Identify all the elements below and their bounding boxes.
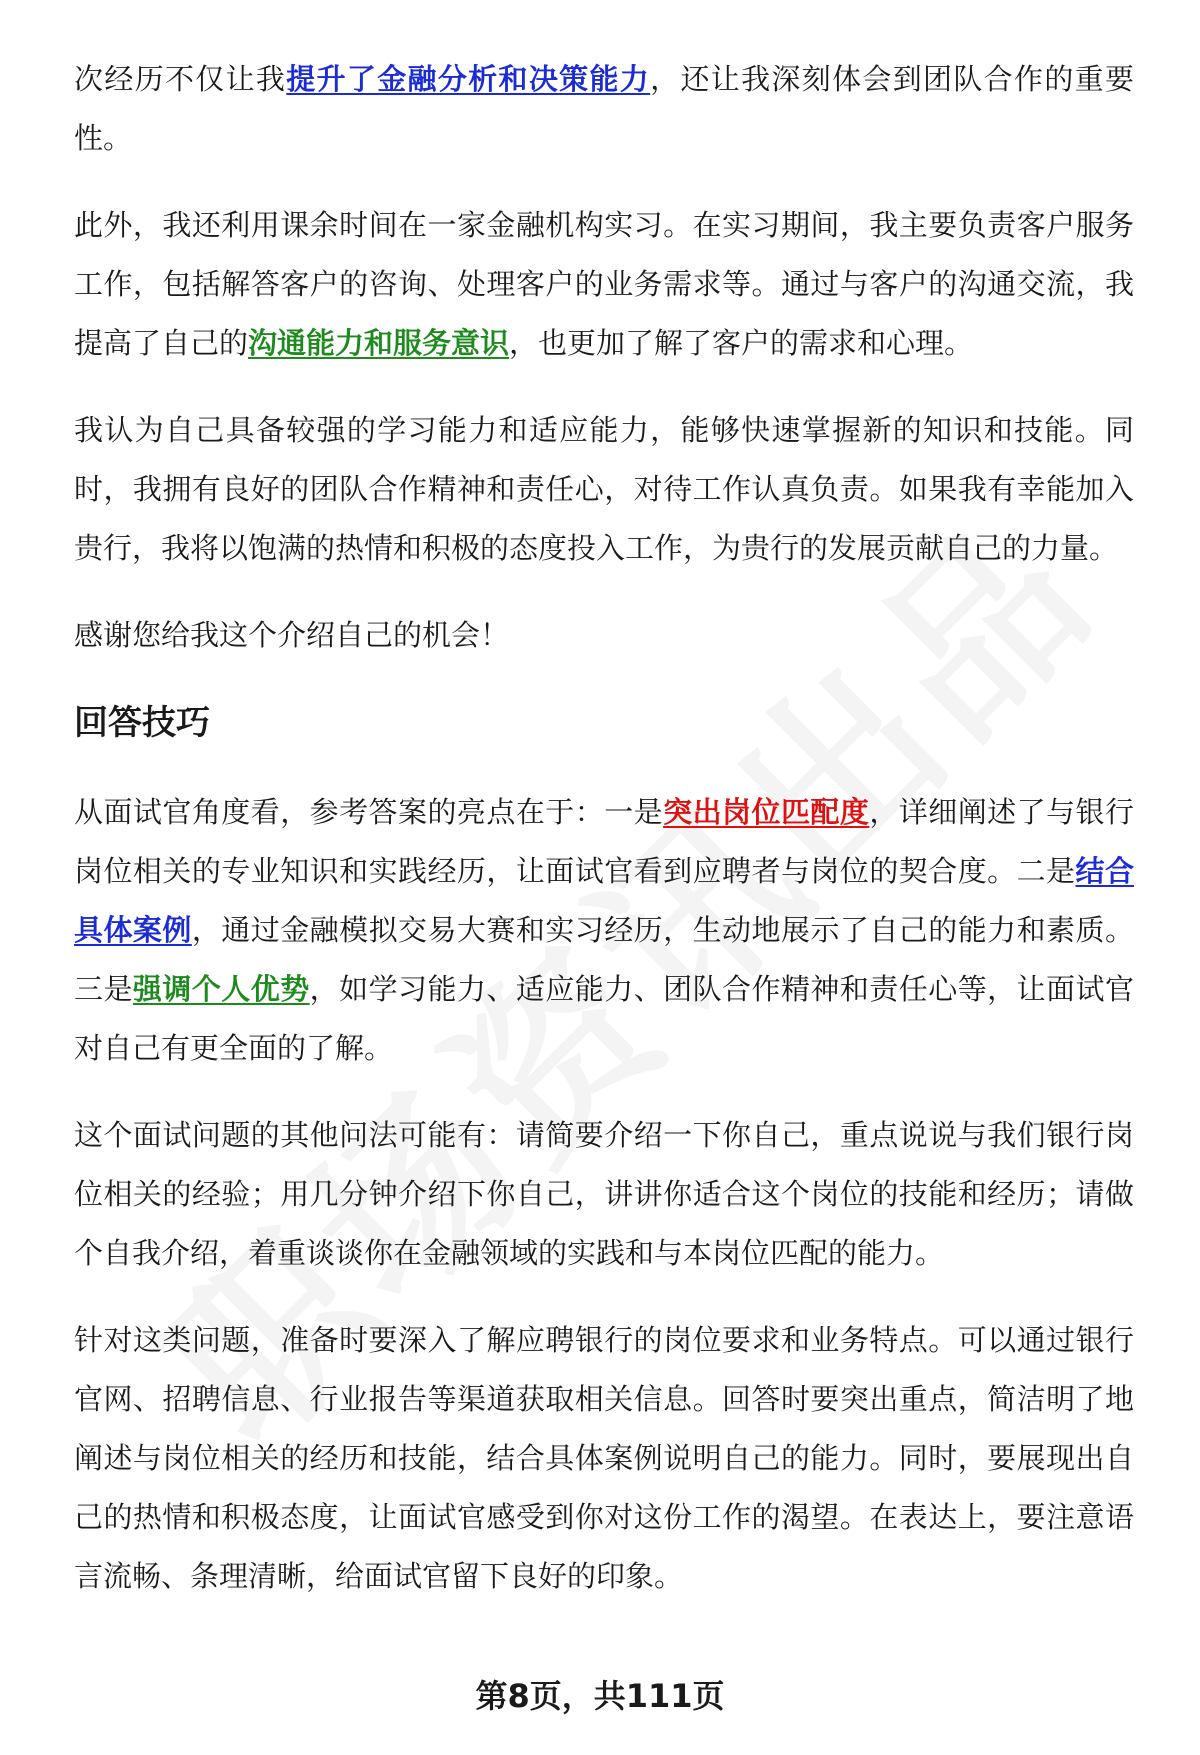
paragraph-text: 次经历不仅让我 xyxy=(74,62,287,96)
paragraph xyxy=(74,1106,1134,1283)
highlight-text: 沟通能力和服务意识 xyxy=(248,326,510,360)
highlight-text: 突出岗位匹配度 xyxy=(663,795,870,829)
paragraph xyxy=(74,196,1134,373)
paragraph-text: ，还让我深刻体会到团队合作的重要性。 xyxy=(74,62,1134,155)
paragraph xyxy=(74,606,1134,665)
page-footer: 第8页，共111页 xyxy=(475,1677,725,1715)
paragraph xyxy=(74,401,1134,578)
highlight-text: 强调个人优势 xyxy=(132,972,310,1006)
highlight-text: 结合具体案例 xyxy=(74,854,1134,947)
intro-section xyxy=(74,50,1134,665)
paragraph-text: 此外，我还利用课余时间在一家金融机构实习。在实习期间，我主要负责客户服务工作，包括解答客户的咨询、处理客户的业务需求等。通过与客户的沟通交流，我提高了自己的 xyxy=(74,208,1134,360)
highlight-text: 提升了金融分析和决策能力 xyxy=(286,62,651,96)
paragraph-text: 从面试官角度看，参考答案的亮点在于：一是 xyxy=(74,795,664,829)
section-heading: 回答技巧 xyxy=(74,703,210,743)
paragraph-text: 这个面试问题的其他问法可能有：请简要介绍一下你自己，重点说说与我们银行岗位相关的经验；用几分钟介绍下你自己，讲讲你适合这个岗位的技能和经历；请做个自我介绍，着重谈谈你在金融领域的实践和与本岗位匹配的能力。 xyxy=(74,1118,1134,1270)
paragraph-text: 感谢您给我这个介绍自己的机会！ xyxy=(74,618,510,652)
document-body xyxy=(74,50,1134,1634)
paragraph xyxy=(74,783,1134,1078)
paragraph-text: ，详细阐述了与银行岗位相关的专业知识和实践经历，让面试官看到应聘者与岗位的契合度。二是 xyxy=(74,795,1134,888)
paragraph-text: 我认为自己具备较强的学习能力和适应能力，能够快速掌握新的知识和技能。同时，我拥有良好的团队合作精神和责任心，对待工作认真负责。如果我有幸能加入贵行，我将以饱满的热情和积极的态度投入工作，为贵行的发展贡献自己的力量。 xyxy=(74,413,1134,565)
paragraph-text: ，也更加了解了客户的需求和心理。 xyxy=(509,326,974,360)
answer-tips-section xyxy=(74,783,1134,1606)
paragraph xyxy=(74,1311,1134,1606)
paragraph-text: 针对这类问题，准备时要深入了解应聘银行的岗位要求和业务特点。可以通过银行官网、招聘信息、行业报告等渠道获取相关信息。回答时要突出重点，简洁明了地阐述与岗位相关的经历和技能，结合具体案例说明自己的能力。同时，要展现出自己的热情和积极态度，让面试官感受到你对这份工作的渴望。在表达上，要注意语言流畅、条理清晰，给面试官留下良好的印象。 xyxy=(74,1323,1134,1593)
paragraph xyxy=(74,50,1134,168)
paragraph-text: ，通过金融模拟交易大赛和实习经历，生动地展示了自己的能力和素质。三是 xyxy=(74,913,1134,1006)
paragraph-text: ，如学习能力、适应能力、团队合作精神和责任心等，让面试官对自己有更全面的了解。 xyxy=(74,972,1134,1065)
